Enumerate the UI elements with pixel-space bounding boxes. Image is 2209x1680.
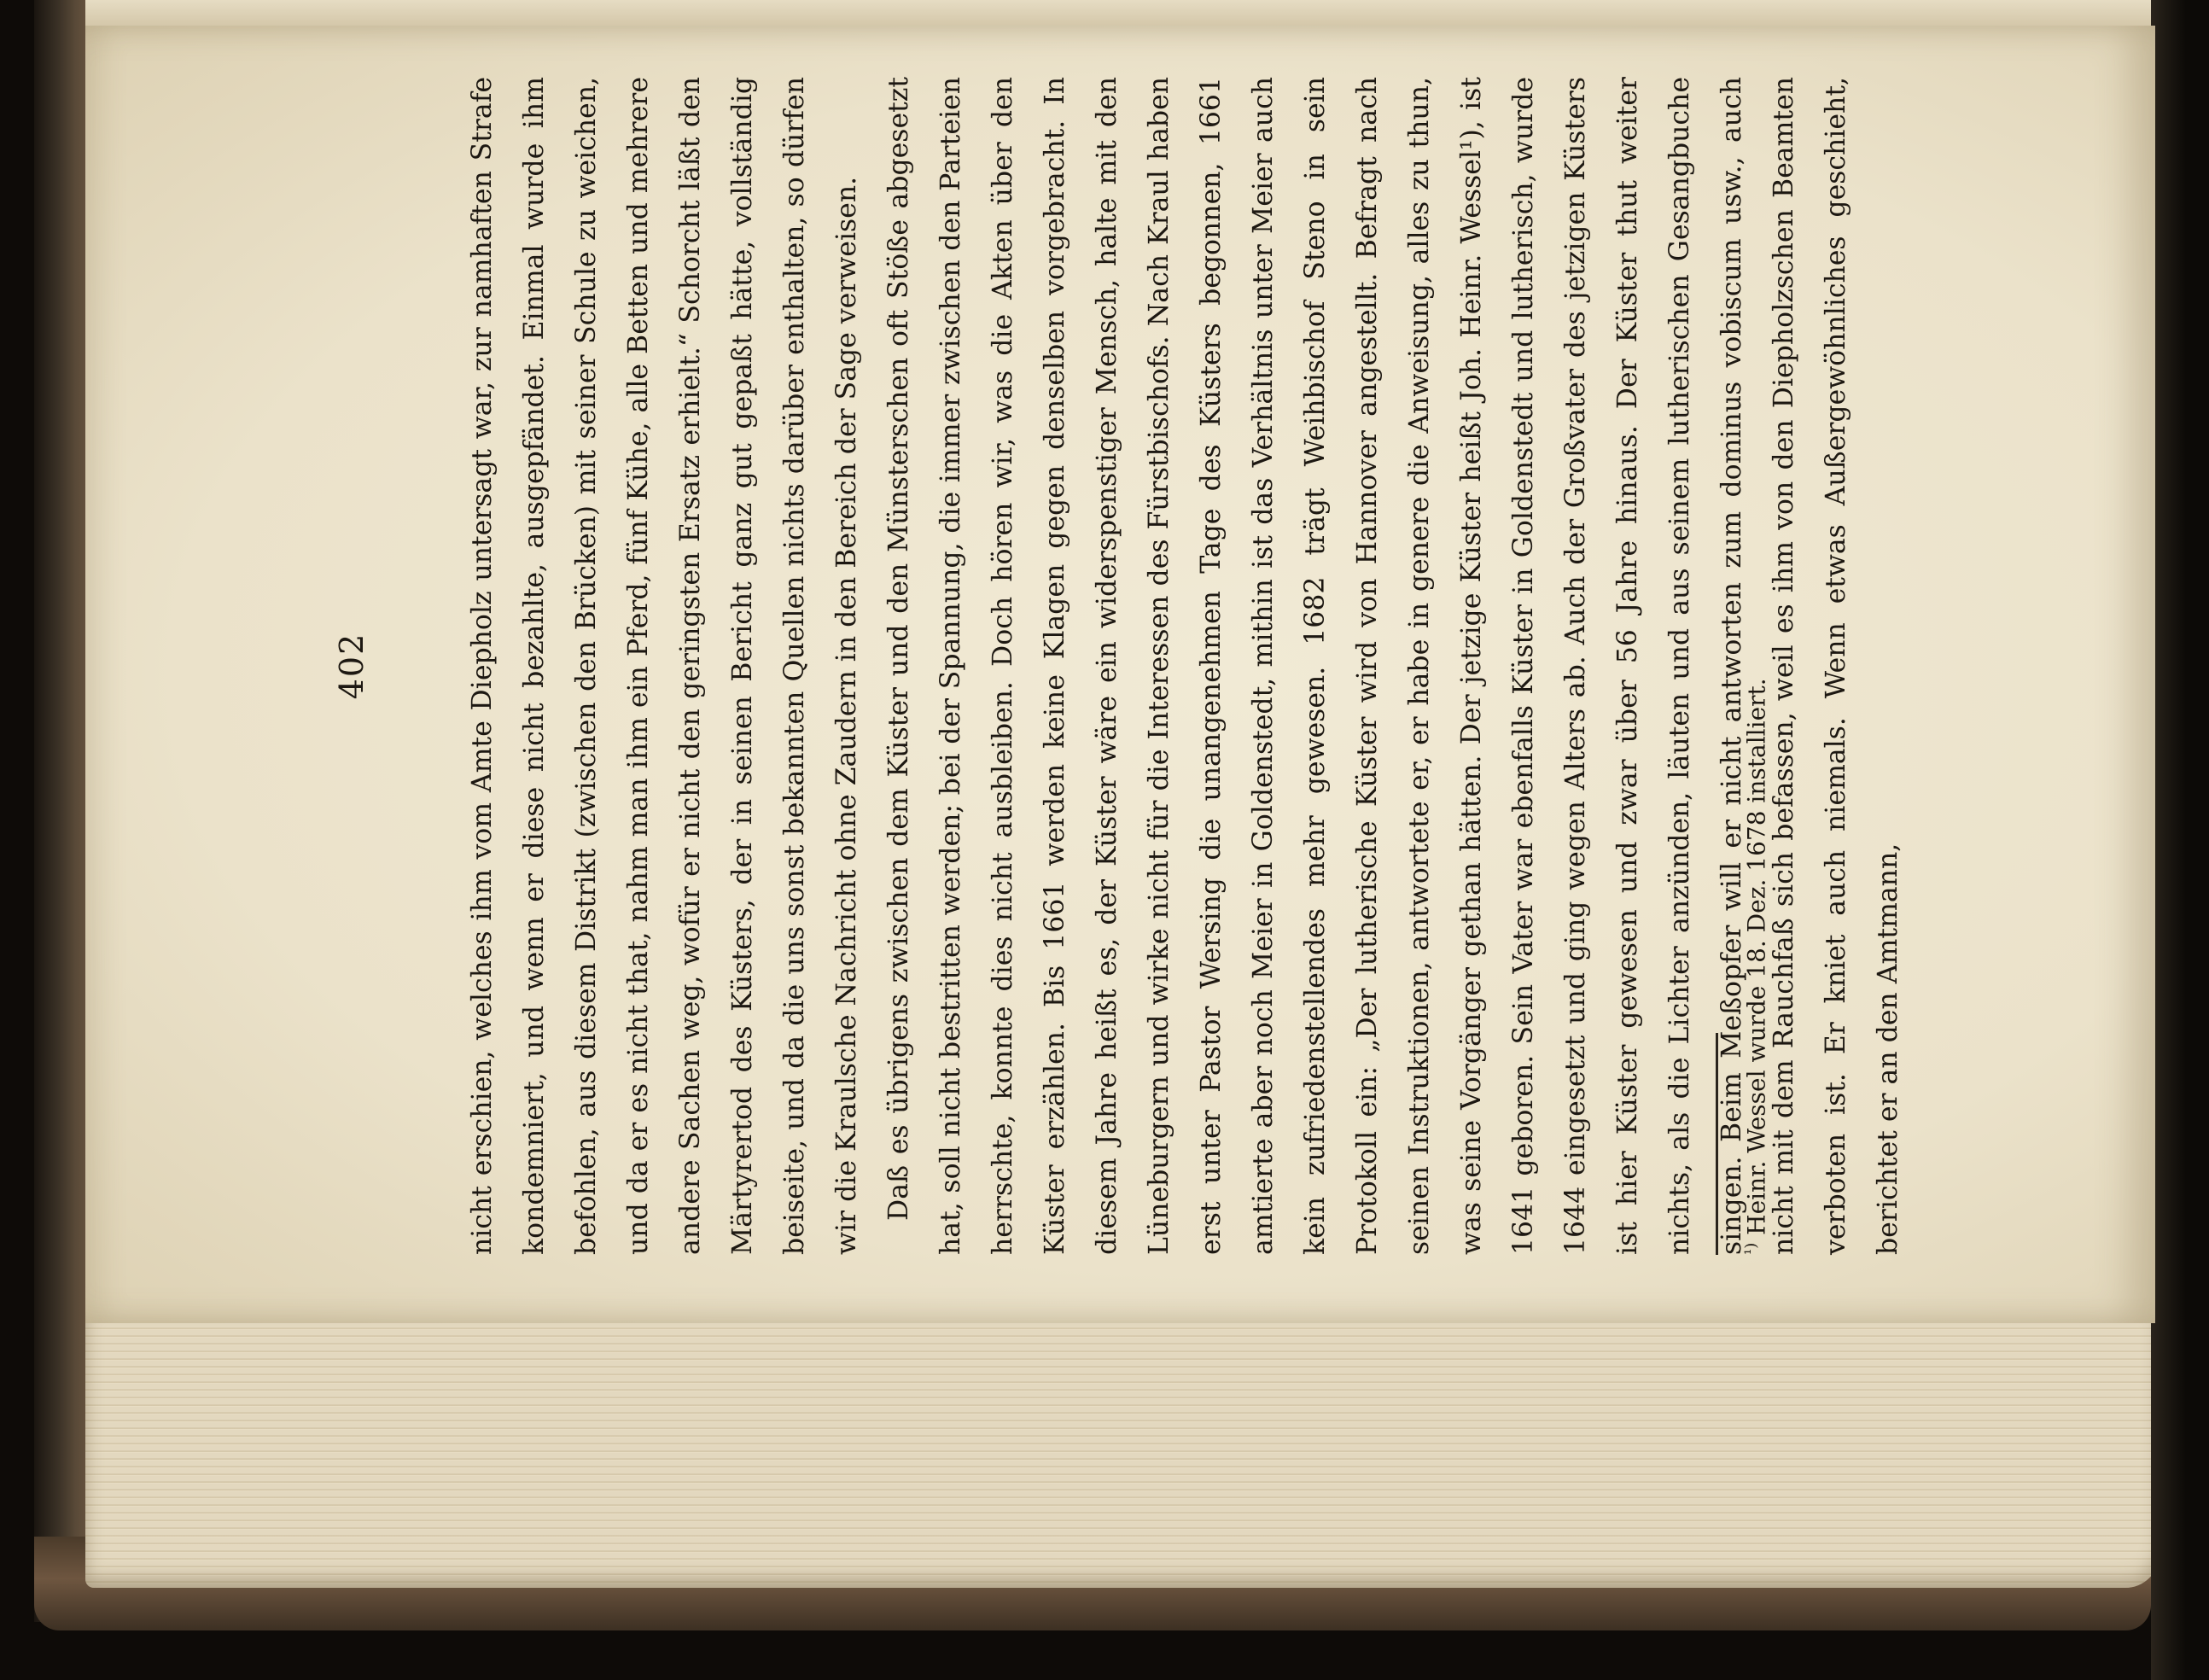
footnote-text: Heinr. Wessel wurde 18. Dez. 1678 installiert. — [1742, 678, 1771, 1235]
footnote — [1733, 77, 1775, 1255]
page-stack-edges — [85, 1315, 2159, 1588]
page-text-block — [299, 51, 1920, 1280]
paragraph-2: Daß es übrigens zwischen dem Küster und den Münsterschen oft Stöße abgesetzt hat, soll nicht bestritten werden; bei der Spannung, die immer zwischen den Parteien herrschte, konnte dies nicht ausbleiben. Doch hören wir, was die Akten über den Küster erzählen. Bis 1661 werden keine Klagen gegen denselben vorgebracht. In diesem Jahre heißt es, der Küster wäre ein widerspenstiger Mensch, halte mit den Lüneburgern und wirke nicht für die Interessen des Fürstbischofs. Nach Kraul haben erst unter Pastor Wersing die unangenehmen Tage des Küsters begonnen, 1661 amtierte aber noch Meier in Goldenstedt, mithin ist das Verhältnis unter Meier auch kein zufriedenstellendes mehr gewesen. 1682 trägt Weihbischof Steno in sein Protokoll ein: „Der lutherische Küster wird von Hannover angestellt. Befragt nach seinen Instruktionen, antwortete er, er habe in genere die Anweisung, alles zu thun, was seine Vorgänger gethan hätten. Der jetzige Küster heißt Joh. Heinr. Wessel¹), ist 1641 geboren. Sein Vater war ebenfalls Küster in Goldenstedt und lutherisch, wurde 1644 eingesetzt und ging wegen Alters ab. Auch der Großvater des jetzigen Küsters ist hier Küster gewesen und zwar über 56 Jahre hinaus. Der Küster thut weiter nichts, als die Lichter anzünden, läuten und aus seinem lutherischen Gesangbuche singen. Beim Meßopfer will er nicht antworten zum dominus vobiscum usw., auch nicht mit dem Rauchfaß sich befassen, weil es ihm von den Diepholzschen Beamten verboten ist. Er kniet auch niemals. Wenn etwas Außergewöhnliches geschieht, berichtet er an den Amtmann, — [883, 77, 1903, 1255]
footnote-rule — [1716, 1033, 1718, 1255]
right-dark-edge — [2151, 0, 2209, 1680]
paragraph-1: nicht erschien, welches ihm vom Amte Diepholz untersagt war, zur namhaften Strafe kondemniert, und wenn er diese nicht bezahlte, ausgepfändet. Einmal wurde ihm befohlen, aus diesem Distrikt (zwischen den Brücken) mit seiner Schule zu weichen, und da er es nicht that, nahm man ihm ein Pferd, fünf Kühe, alle Betten und mehrere andere Sachen weg, wofür er nicht den geringsten Ersatz erhielt.“ Schorcht läßt den Märtyrertod des Küsters, der in seinen Bericht ganz gut gepaßt hätte, vollständig beiseite, und da die uns sonst bekannten Quellen nichts darüber enthalten, so dürfen wir die Kraulsche Nachricht ohne Zaudern in den Bereich der Sage verweisen. — [467, 77, 862, 1255]
body-text — [457, 77, 1915, 1255]
footnote-mark: ¹) — [1742, 1242, 1760, 1255]
page-number: 402 — [333, 632, 370, 700]
